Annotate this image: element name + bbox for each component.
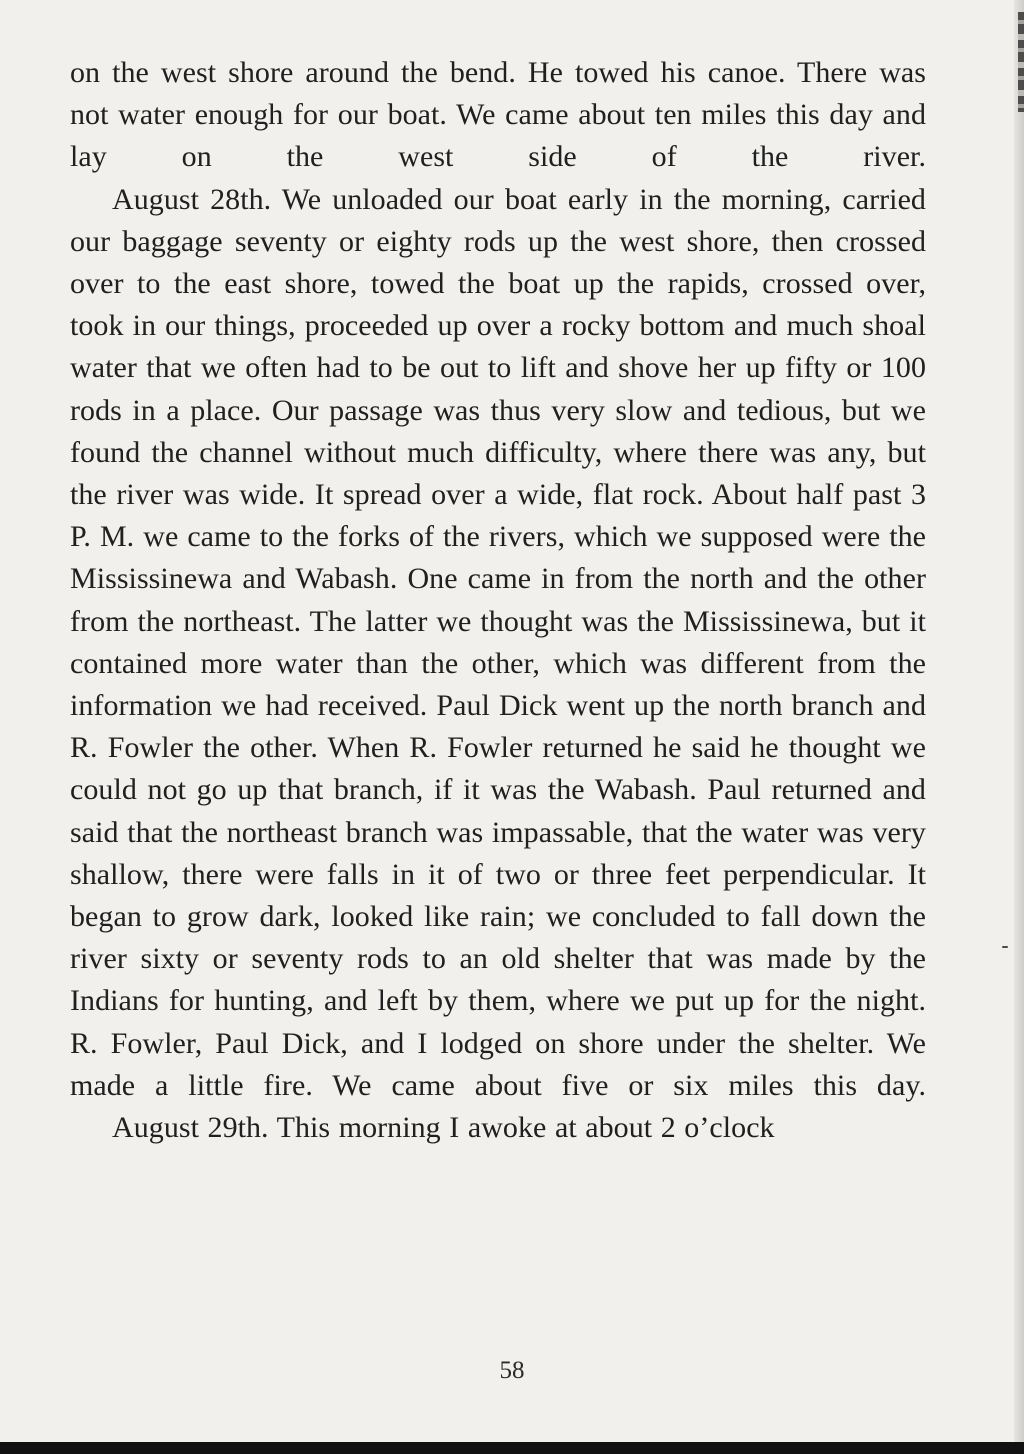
paragraph-august-29: August 29th. This morning I awoke at about 2 o’clock <box>112 1111 775 1145</box>
page-number: 58 <box>499 1357 525 1384</box>
stray-ink-mark <box>1002 946 1008 948</box>
scan-bottom-edge <box>0 1442 1024 1454</box>
paragraph-august-28: August 28th. We unloaded our boat early in the morning, carried our baggage seventy or eighty rods up the west shore, then crossed over to the east shore, towed the boat up the rapids, crossed over, took in our things, proceeded up over a rocky bottom and much shoal water that we often had to be out to lift and shove her up fifty or 100 rods in a place. Our passage was thus very slow and tedious, but we found the channel without much difficulty, where there was any, but the river was wide. It spread over a wide, flat rock. About half past 3 P. M. we came to the forks of the rivers, which we supposed were the Mississinewa and Wabash. One came in from the north and the other from the northeast. The latter we thought was the Mississinewa, but it contained more water than the other, which was different from the information we had received. Paul Dick went up the north branch and R. Fowler the other. When R. Fowler returned he said he thought we could not go up that branch, if it was the Wabash. Paul returned and said that the northeast branch was impassable, that the water was very shallow, there were falls in it of two or three feet perpendicular. It began to grow dark, looked like rain; we concluded to fall down the river sixty or seventy rods to an old shelter that was made by the Indians for hunting, and left by them, where we put up for the night. R. Fowler, Paul Dick, and I lodged on shore under the shelter. We made a little fire. We came about five or six miles this day. <box>70 182 926 1102</box>
page-edge-shadow <box>1014 0 1024 1454</box>
scan-edge-marks <box>1018 12 1024 112</box>
paragraph-continued: on the west shore around the bend. He towed his canoe. There was not water enough for our boat. We came about ten miles this day and lay on the west side of the river. <box>70 56 926 174</box>
body-text <box>70 52 926 1149</box>
